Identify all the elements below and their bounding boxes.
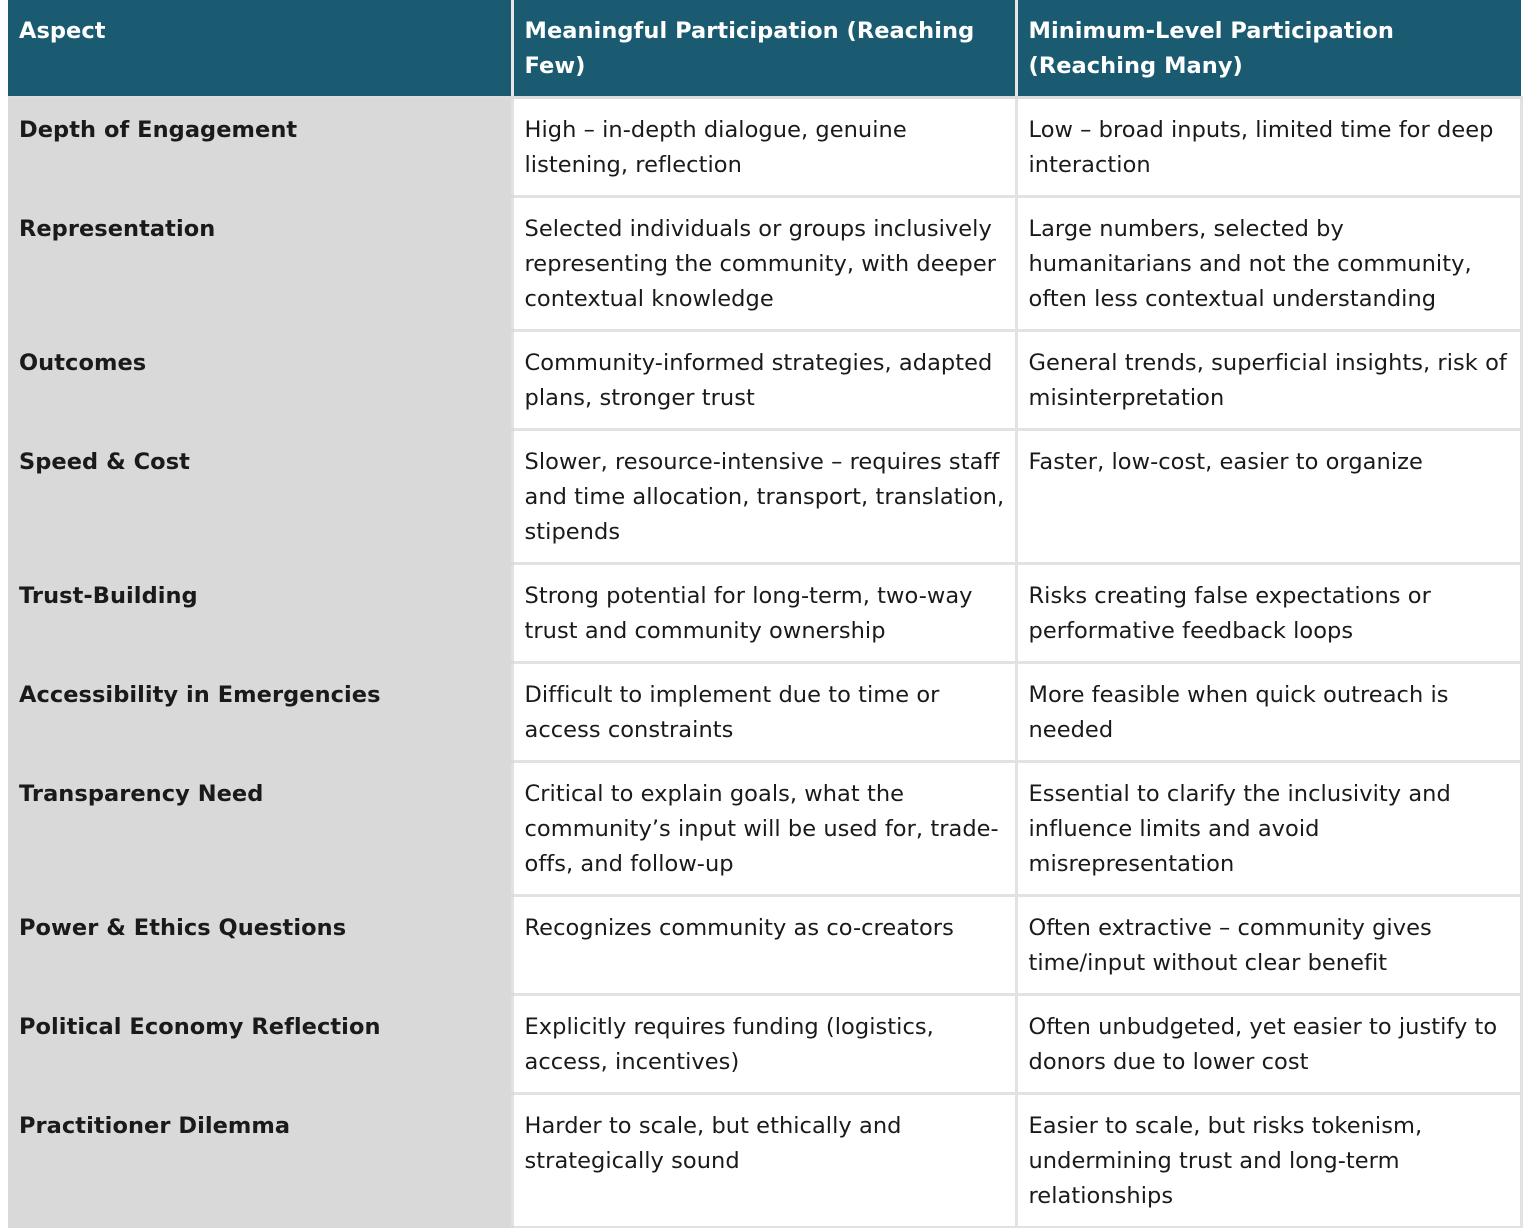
table-header xyxy=(8,0,1521,98)
row-minimum: More feasible when quick outreach is needed xyxy=(1016,663,1521,762)
row-meaningful: Strong potential for long-term, two-way trust and community ownership xyxy=(512,564,1016,663)
row-meaningful: Critical to explain goals, what the community’s input will be used for, trade-offs, and follow-up xyxy=(512,762,1016,896)
row-minimum: Often extractive – community gives time/input without clear benefit xyxy=(1016,896,1521,995)
table-body xyxy=(8,98,1521,1228)
table-row xyxy=(8,98,1521,197)
row-meaningful: Difficult to implement due to time or access constraints xyxy=(512,663,1016,762)
row-aspect: Speed & Cost xyxy=(8,430,512,564)
row-aspect: Accessibility in Emergencies xyxy=(8,663,512,762)
row-meaningful: High – in-depth dialogue, genuine listening, reflection xyxy=(512,98,1016,197)
row-minimum: Low – broad inputs, limited time for deep interaction xyxy=(1016,98,1521,197)
row-aspect: Transparency Need xyxy=(8,762,512,896)
header-row xyxy=(8,0,1521,98)
row-aspect: Depth of Engagement xyxy=(8,98,512,197)
row-meaningful: Recognizes community as co-creators xyxy=(512,896,1016,995)
row-meaningful: Selected individuals or groups inclusively representing the community, with deeper contextual knowledge xyxy=(512,197,1016,331)
comparison-table xyxy=(8,0,1523,1228)
header-aspect: Aspect xyxy=(8,0,512,98)
row-meaningful: Slower, resource-intensive – requires staff and time allocation, transport, translation, stipends xyxy=(512,430,1016,564)
row-meaningful: Community-informed strategies, adapted plans, stronger trust xyxy=(512,331,1016,430)
row-meaningful: Explicitly requires funding (logistics, access, incentives) xyxy=(512,995,1016,1094)
row-minimum: Large numbers, selected by humanitarians and not the community, often less contextual understanding xyxy=(1016,197,1521,331)
row-minimum: Often unbudgeted, yet easier to justify to donors due to lower cost xyxy=(1016,995,1521,1094)
table-row xyxy=(8,430,1521,564)
table-row xyxy=(8,995,1521,1094)
table-row xyxy=(8,896,1521,995)
table-row xyxy=(8,663,1521,762)
table-row xyxy=(8,762,1521,896)
header-meaningful: Meaningful Participation (Reaching Few) xyxy=(512,0,1016,98)
table-row xyxy=(8,1094,1521,1228)
row-aspect: Trust-Building xyxy=(8,564,512,663)
row-aspect: Outcomes xyxy=(8,331,512,430)
header-minimum: Minimum-Level Participation (Reaching Many) xyxy=(1016,0,1521,98)
row-meaningful: Harder to scale, but ethically and strategically sound xyxy=(512,1094,1016,1228)
row-minimum: Easier to scale, but risks tokenism, undermining trust and long-term relationships xyxy=(1016,1094,1521,1228)
row-aspect: Practitioner Dilemma xyxy=(8,1094,512,1228)
row-minimum: General trends, superficial insights, risk of misinterpretation xyxy=(1016,331,1521,430)
table-row xyxy=(8,331,1521,430)
row-minimum: Faster, low-cost, easier to organize xyxy=(1016,430,1521,564)
row-aspect: Power & Ethics Questions xyxy=(8,896,512,995)
row-aspect: Representation xyxy=(8,197,512,331)
row-minimum: Risks creating false expectations or performative feedback loops xyxy=(1016,564,1521,663)
table-row xyxy=(8,564,1521,663)
row-minimum: Essential to clarify the inclusivity and influence limits and avoid misrepresentation xyxy=(1016,762,1521,896)
table-row xyxy=(8,197,1521,331)
row-aspect: Political Economy Reflection xyxy=(8,995,512,1094)
